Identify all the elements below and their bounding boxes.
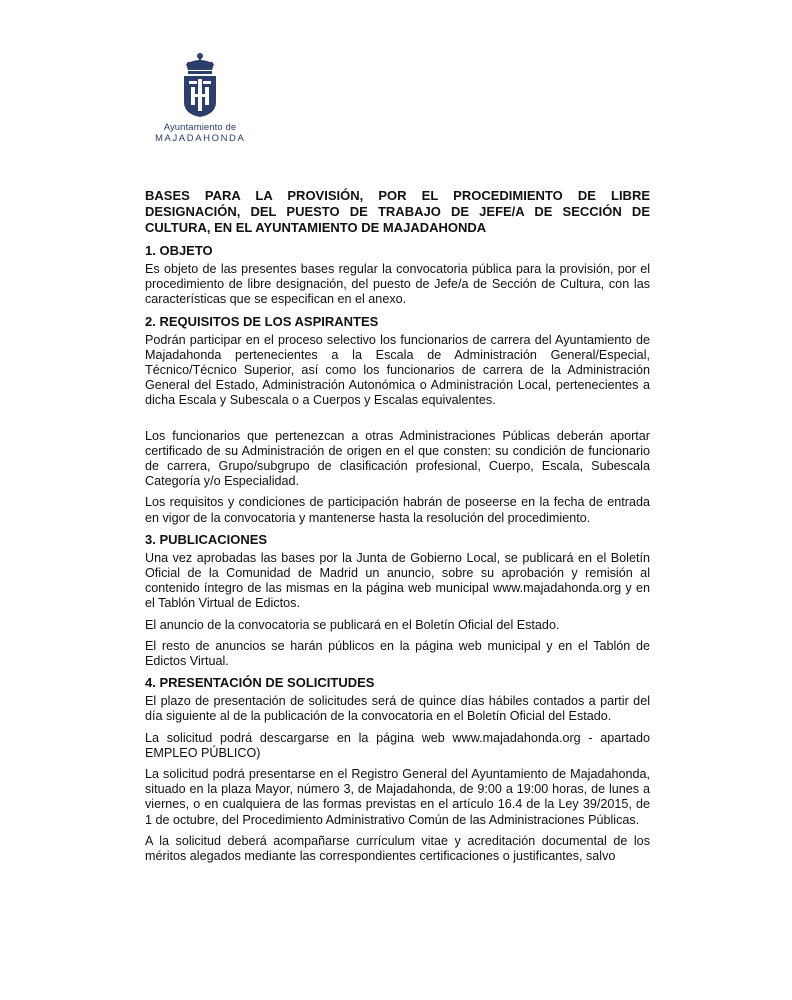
logo-text-line2: MAJADAHONDA — [155, 133, 246, 144]
section-heading: 1. OBJETO — [145, 243, 213, 258]
paragraph: El plazo de presentación de solicitudes será de quince días hábiles contados a partir del día siguiente al de la publicación de la convocatoria en el Boletín Oficial del Estado. — [145, 694, 650, 724]
paragraph: La solicitud podrá descargarse en la página web www.majadahonda.org - apartado EMPLEO PÚBLICO) — [145, 730, 650, 760]
paragraph: Los funcionarios que pertenezcan a otras Administraciones Públicas deberán aportar certificado de su Administración de origen en el que consten: su condición de funcionario de carrera, Grupo/subgrupo de clasificación profesional, Cuerpo, Escala, Subescala Categoría y/o Especialidad. — [145, 428, 650, 489]
paragraph: Podrán participar en el proceso selectivo los funcionarios de carrera del Ayuntamiento de Majadahonda pertenecientes a la Escala de Administración General/Especial, Técnico/Técnico Superior, así como los funcionarios de carrera de la Administración General del Estado, Administración Autonómica o Administración Local, pertenecientes a dicha Escala y Subescala o a Cuerpos y Escalas equivalentes. — [145, 332, 650, 408]
section-heading: 3. PUBLICACIONES — [145, 531, 268, 547]
document-body — [145, 188, 650, 870]
paragraph: Los requisitos y condiciones de participación habrán de poseerse en la fecha de entrada en vigor de la convocatoria y mantenerse hasta la resolución del procedimiento. — [145, 495, 650, 525]
section-heading: 4. PRESENTACIÓN DE SOLICITUDES — [145, 675, 375, 691]
section-solicitudes — [145, 675, 650, 864]
paragraph: A la solicitud deberá acompañarse currículum vitae y acreditación documental de los méritos alegados mediante las correspondientes certificaciones o justificantes, salvo — [145, 833, 650, 864]
coat-of-arms-icon — [180, 52, 220, 118]
section-requisitos — [145, 314, 650, 526]
paragraph: Es objeto de las presentes bases regular la convocatoria pública para la provisión, por el procedimiento de libre designación, del puesto de Jefe/a de Sección de Cultura, con las características que se especifican en el anexo. — [145, 262, 650, 307]
municipal-logo — [155, 52, 245, 144]
section-objeto — [145, 243, 650, 308]
paragraph: La solicitud podrá presentarse en el Registro General del Ayuntamiento de Majadahonda, situado en la plaza Mayor, número 3, de Majadahonda, de 9:00 a 19:00 horas, de lunes a viernes, o en cualquiera de las formas previstas en el artículo 16.4 de la Ley 39/2015, de 1 de octubre, del Procedimiento Administrativo Común de las Administraciones Públicas. — [145, 767, 650, 827]
logo-text-line1: Ayuntamiento de — [163, 122, 237, 133]
paragraph: Una vez aprobadas las bases por la Junta de Gobierno Local, se publicará en el Boletín Oficial de la Comunidad de Madrid un anuncio, sobre su aprobación y remisión al contenido íntegro de las mismas en la página web municipal www.majadahonda.org y en el Tablón Virtual de Edictos. — [145, 550, 650, 611]
paragraph: El anuncio de la convocatoria se publicará en el Boletín Oficial del Estado. — [145, 617, 560, 632]
paragraph: El resto de anuncios se harán públicos en la página web municipal y en el Tablón de Edictos Virtual. — [145, 638, 650, 669]
section-heading: 2. REQUISITOS DE LOS ASPIRANTES — [145, 313, 379, 329]
document-title: BASES PARA LA PROVISIÓN, POR EL PROCEDIMIENTO DE LIBRE DESIGNACIÓN, DEL PUESTO DE TRABAJO DE JEFE/A DE SECCIÓN DE CULTURA, EN EL AYUNTAMIENTO DE MAJADAHONDA — [145, 188, 650, 235]
section-publicaciones — [145, 532, 650, 669]
